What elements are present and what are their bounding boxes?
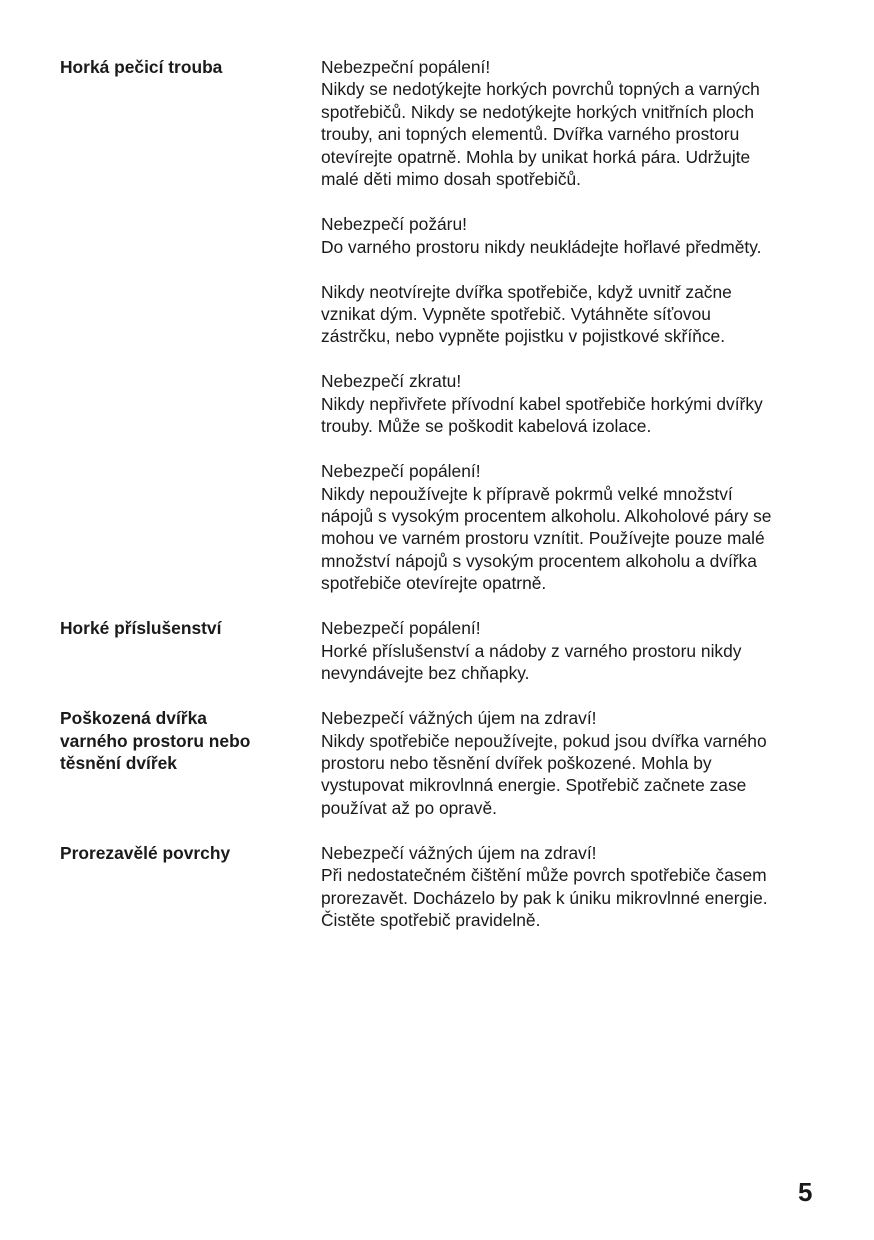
section-body [321,842,840,932]
paragraph-line: prorezavět. Docházelo by pak k úniku mikrovlnné energie. [321,887,768,908]
paragraph-line: Nikdy spotřebiče nepoužívejte, pokud jsou dvířka varného [321,730,767,751]
heading-line: Prorezavělé povrchy [60,842,231,863]
heading-line: Horké příslušenství [60,618,222,639]
paragraph-line: otevírejte opatrně. Mohla by unikat horká pára. Udržujte [321,146,751,167]
paragraph-line: malé děti mimo dosah spotřebičů. [321,169,582,190]
paragraph-line: prostoru nebo těsnění dvířek poškozené. Mohla by [321,752,712,773]
paragraph-line: vznikat dým. Vypněte spotřebič. Vytáhněte síťovou [321,303,711,324]
paragraph-line: trouby. Může se poškodit kabelová izolace. [321,416,652,437]
warning-paragraph [321,707,840,819]
heading-line: Poškozená dvířka [60,708,207,729]
paragraph-first-line: Nebezpečí vážných újem na zdraví! [321,708,597,729]
section-heading [60,707,321,819]
paragraph-line: zástrčku, nebo vypněte pojistku v pojistkové skříňce. [321,326,726,347]
warning-paragraph [321,281,840,348]
paragraph-line: používat až po opravě. [321,797,497,818]
paragraph-line: vystupovat mikrovlnná energie. Spotřebič začnete zase [321,775,747,796]
paragraph-line: Horké příslušenství a nádoby z varného prostoru nikdy [321,640,742,661]
paragraph-line: Nikdy nepoužívejte k přípravě pokrmů velké množství [321,483,733,504]
paragraph-first-line: Nebezpeční popálení! [321,57,491,77]
heading-line: Horká pečicí trouba [60,57,223,77]
paragraph-line: trouby, ani topných elementů. Dvířka varného prostoru [321,124,740,145]
warning-paragraph [321,213,840,258]
section-heading [60,842,321,932]
paragraph-first-line: Nebezpečí vážných újem na zdraví! [321,842,597,863]
section-body [321,707,840,819]
paragraph-line: nevyndávejte bez chňapky. [321,663,530,684]
paragraph-line: nápojů s vysokým procentem alkoholu. Alkoholové páry se [321,506,772,526]
paragraph-line: Nikdy nepřivřete přívodní kabel spotřebiče horkými dvířky [321,393,763,414]
paragraph-line: Do varného prostoru nikdy neukládejte hořlavé předměty. [321,236,762,257]
safety-section [60,842,840,932]
warning-paragraph [321,56,840,191]
paragraph-first-line: Nebezpečí popálení! [321,461,481,482]
section-body [321,617,840,684]
paragraph-first-line: Nebezpečí popálení! [321,618,481,639]
safety-section [60,56,840,595]
warning-paragraph [321,370,840,437]
safety-section [60,617,840,684]
paragraph-line: Nikdy se nedotýkejte horkých povrchů topných a varných [321,79,760,100]
paragraph-line: Čistěte spotřebič pravidelně. [321,910,541,931]
section-body [321,56,840,595]
paragraph-line: množství nápojů s vysokým procentem alkoholu a dvířka [321,550,757,571]
paragraph-line: mohou ve varném prostoru vznítit. Používejte pouze malé [321,528,765,549]
warning-paragraph [321,842,840,932]
heading-line: varného prostoru nebo [60,730,251,751]
section-heading [60,56,321,595]
paragraph-first-line: Nikdy neotvírejte dvířka spotřebiče, když uvnitř začne [321,281,732,302]
safety-section [60,707,840,819]
warning-paragraph [321,460,840,595]
paragraph-first-line: Nebezpečí zkratu! [321,371,462,392]
paragraph-line: Při nedostatečném čištění může povrch spotřebiče časem [321,865,767,886]
paragraph-line: spotřebiče otevírejte opatrně. [321,573,547,594]
page-number: 5 [798,1177,813,1207]
safety-content [60,56,840,954]
section-heading [60,617,321,684]
paragraph-line: spotřebičů. Nikdy se nedotýkejte horkých vnitřních ploch [321,101,755,122]
paragraph-first-line: Nebezpečí požáru! [321,214,467,235]
warning-paragraph [321,617,840,684]
heading-line: těsnění dvířek [60,752,177,773]
